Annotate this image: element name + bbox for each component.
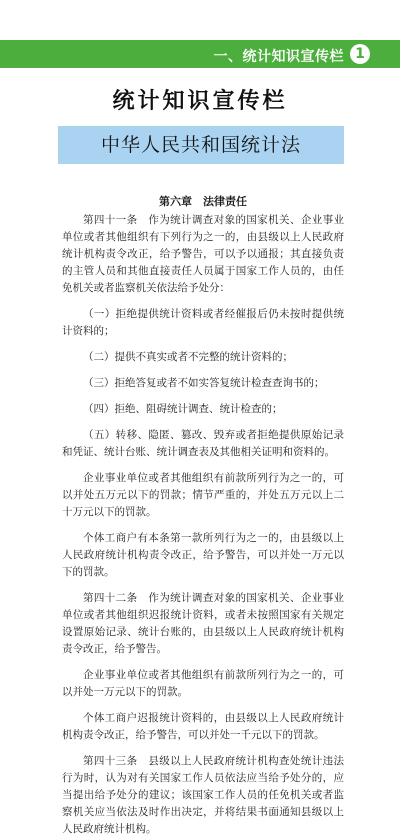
paragraph-item-1: （一）拒绝提供统计资料或者经催报后仍未按时提供统计资料的； <box>62 308 344 337</box>
article-body <box>62 193 344 838</box>
paragraph-item-5: （五）转移、隐匿、篡改、毁弃或者拒绝提供原始记录和凭证、统计台账、统计调查表及其他相关证明和资料的。 <box>62 429 344 458</box>
paragraph-art42-fine-individual: 个体工商户迟报统计资料的，由县级以上人民政府统计机构责令改正，给予警告，可以并处一千元以下的罚款。 <box>62 712 344 741</box>
paragraph-item-4: （四）拒绝、阻碍统计调查、统计检查的； <box>83 403 283 415</box>
paragraph-item-2: （二）提供不真实或者不完整的统计资料的； <box>83 351 293 363</box>
paragraph-art42-fine-org: 企业事业单位或者其他组织有前款所列行为之一的，可以并处一万元以下的罚款。 <box>62 669 344 698</box>
chapter-heading: 第六章 法律责任 <box>159 195 247 208</box>
paragraph-art41-fine-org: 企业事业单位或者其他组织有前款所列行为之一的，可以并处五万元以下的罚款；情节严重的，并处五万元以上二十万元以下的罚款。 <box>62 472 344 518</box>
paragraph-item-3: （三）拒绝答复或者不如实答复统计检查查询书的； <box>83 377 325 389</box>
page-title: 统计知识宣传栏 <box>112 89 288 114</box>
paragraph-art42: 第四十二条 作为统计调查对象的国家机关、企业事业单位或者其他组织迟报统计资料，或者未按照国家有关规定设置原始记录、统计台账的，由县级以上人民政府统计机构责令改正，给予警告。 <box>62 592 344 655</box>
section-header-label: 一、统计知识宣传栏 <box>213 49 344 65</box>
paragraph-art43: 第四十三条 县级以上人民政府统计机构查处统计违法行为时，认为对有关国家工作人员依法应当给予处分的，应当提出给予处分的建议；该国家工作人员的任免机关或者监察机关应当依法及时作出决定，并将结果书面通知县级以上人民政府统计机构。 <box>62 755 344 835</box>
section-number-badge: 1 <box>350 44 370 64</box>
law-title-banner: 中华人民共和国统计法 <box>58 126 344 164</box>
paragraph-art41: 第四十一条 作为统计调查对象的国家机关、企业事业单位或者其他组织有下列行为之一的，由县级以上人民政府统计机构责令改正，给予警告，可以予以通报；其直接负责的主管人员和其他直接责任人员属于国家工作人员的，由任免机关或者监察机关依法给予处分： <box>62 214 344 294</box>
paragraph-art41-fine-individual: 个体工商户有本条第一款所列行为之一的，由县级以上人民政府统计机构责令改正，给予警告，可以并处一万元以下的罚款。 <box>62 532 344 578</box>
